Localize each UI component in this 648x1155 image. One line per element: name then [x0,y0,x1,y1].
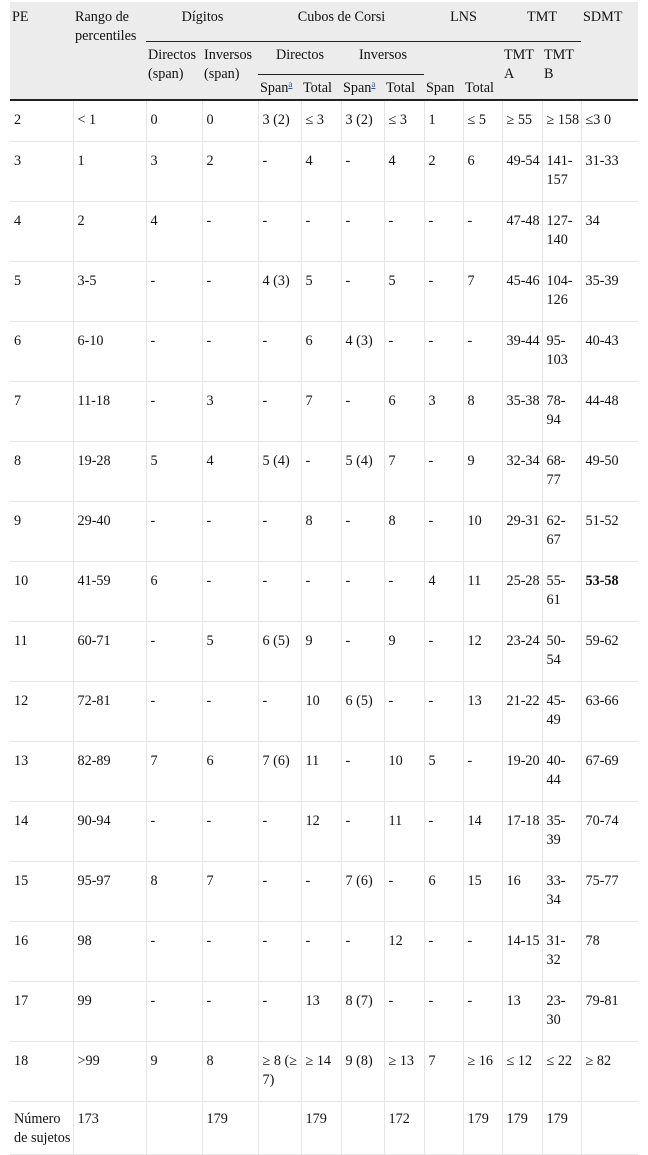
table-cell: 29-40 [73,502,146,562]
table-cell: 8 [301,502,341,562]
table-cell: 95-103 [542,322,581,382]
sample-size-cell: 172 [384,1102,424,1155]
table-cell: - [202,802,258,862]
header-corsi-inversos: Inversos [341,42,424,75]
table-cell: 141-157 [542,142,581,202]
table-cell: 10 [10,562,73,622]
table-cell: - [146,922,202,982]
table-cell: 4 [384,142,424,202]
table-cell: - [258,202,301,262]
table-cell: 16 [502,862,542,922]
table-cell: 4 [301,142,341,202]
table-cell: - [301,862,341,922]
table-cell: - [384,322,424,382]
table-cell: 13 [502,982,542,1042]
table-row [10,802,638,862]
table-cell: 14-15 [502,922,542,982]
table-cell: 6 [384,382,424,442]
table-cell: 6 (5) [258,622,301,682]
table-cell: 5 (4) [258,442,301,502]
table-cell: 7 [424,1042,463,1102]
table-cell: 4 (3) [341,322,384,382]
norms-table [10,2,638,1155]
table-cell: - [258,862,301,922]
table-cell: 10 [384,742,424,802]
table-cell: - [202,502,258,562]
table-cell: - [258,682,301,742]
table-row [10,202,638,262]
table-cell: 78-94 [542,382,581,442]
table-cell: 39-44 [502,322,542,382]
table-cell: - [301,202,341,262]
table-cell: - [424,622,463,682]
table-cell: 45-46 [502,262,542,322]
table-cell: 14 [10,802,73,862]
table-cell: - [146,802,202,862]
table-cell: - [384,982,424,1042]
table-cell: 51-52 [581,502,638,562]
table-cell: ≥ 13 [384,1042,424,1102]
table-cell: - [424,442,463,502]
table-cell: 4 [424,562,463,622]
table-cell: 11 [384,802,424,862]
table-cell: 2 [73,202,146,262]
table-row [10,322,638,382]
table-cell: 10 [463,502,502,562]
table-cell: - [202,262,258,322]
table-cell: 4 [146,202,202,262]
sample-size-cell: 179 [463,1102,502,1155]
table-cell: 90-94 [73,802,146,862]
table-cell: 7 [301,382,341,442]
table-cell: 6 [146,562,202,622]
table-row [10,142,638,202]
table-cell: 6 (5) [341,682,384,742]
table-cell: 33-34 [542,862,581,922]
header-pe: PE [10,2,73,100]
table-cell: - [384,682,424,742]
table-cell: 6 [202,742,258,802]
table-cell: 8 [146,862,202,922]
table-cell: 4 [10,202,73,262]
footnote-a-link[interactable]: a [288,79,293,89]
table-row [10,982,638,1042]
table-cell: 25-28 [502,562,542,622]
table-cell: 99 [73,982,146,1042]
table-cell: 104-126 [542,262,581,322]
table-cell: 70-74 [581,802,638,862]
table-cell: 8 (7) [341,982,384,1042]
table-cell: ≥ 16 [463,1042,502,1102]
table-cell: ≤ 5 [463,100,502,142]
table-cell: - [258,382,301,442]
table-cell: - [202,562,258,622]
table-row [10,100,638,142]
table-cell: - [202,922,258,982]
table-row [10,262,638,322]
table-cell: - [341,562,384,622]
header-corsi-directos: Directos [258,42,341,75]
table-cell: 7 [384,442,424,502]
table-cell: - [146,622,202,682]
table-cell: - [424,982,463,1042]
table-cell: 53-58 [581,562,638,622]
table-cell: - [258,142,301,202]
table-cell: - [424,322,463,382]
table-cell: - [384,202,424,262]
table-row [10,442,638,502]
table-cell: < 1 [73,100,146,142]
table-cell: - [463,742,502,802]
table-cell: 17-18 [502,802,542,862]
table-cell: 1 [424,100,463,142]
table-cell: 6 [301,322,341,382]
table-cell: 2 [10,100,73,142]
table-cell: 29-31 [502,502,542,562]
table-cell: 3 [10,142,73,202]
header-dig-directos: Directos (span) [146,42,202,101]
sample-size-cell: 179 [301,1102,341,1155]
header-lns-span: Span [424,75,463,101]
table-cell: - [301,562,341,622]
table-row [10,622,638,682]
table-row [10,382,638,442]
table-cell: 32-34 [502,442,542,502]
table-cell: 12 [463,622,502,682]
sample-size-cell [341,1102,384,1155]
table-row [10,682,638,742]
table-cell: - [341,382,384,442]
table-cell: 3 [424,382,463,442]
table-cell: ≤3 0 [581,100,638,142]
table-cell: 62-67 [542,502,581,562]
table-row [10,502,638,562]
table-cell: 35-39 [542,802,581,862]
table-cell: 14 [463,802,502,862]
table-cell: - [424,802,463,862]
table-cell: 45-49 [542,682,581,742]
header-lns-total: Total [463,75,502,101]
header-digitos: Dígitos [146,2,258,42]
table-cell: 8 [10,442,73,502]
table-cell: - [202,682,258,742]
table-cell: - [258,562,301,622]
table-cell: >99 [73,1042,146,1102]
sample-size-cell: 179 [202,1102,258,1155]
table-cell: 79-81 [581,982,638,1042]
table-cell: 8 [202,1042,258,1102]
table-cell: 3 (2) [341,100,384,142]
table-cell: 59-62 [581,622,638,682]
table-cell: - [341,802,384,862]
table-cell: 40-43 [581,322,638,382]
table-row [10,862,638,922]
table-cell: - [258,502,301,562]
table-cell: 17 [10,982,73,1042]
table-cell: 15 [463,862,502,922]
table-cell: 1 [73,142,146,202]
table-cell: 31-32 [542,922,581,982]
table-cell: - [424,682,463,742]
table-cell: ≥ 14 [301,1042,341,1102]
header-corsi: Cubos de Corsi [258,2,424,42]
table-cell: ≥ 55 [502,100,542,142]
table-cell: 95-97 [73,862,146,922]
table-row [10,1042,638,1102]
table-cell: 19-20 [502,742,542,802]
table-cell: 6 [424,862,463,922]
table-cell: 49-54 [502,142,542,202]
table-cell: 0 [202,100,258,142]
table-cell: 15 [10,862,73,922]
table-cell: - [341,202,384,262]
table-cell: 11 [10,622,73,682]
table-cell: 9 (8) [341,1042,384,1102]
header-corsi-inv-span: Span$^a$ [341,75,384,101]
table-cell: 5 (4) [341,442,384,502]
sample-size-cell [581,1102,638,1155]
table-cell: 16 [10,922,73,982]
sample-size-cell [146,1102,202,1155]
table-cell: 7 (6) [258,742,301,802]
table-cell: 12 [301,802,341,862]
table-cell: 5 [202,622,258,682]
table-cell: 8 [463,382,502,442]
table-cell: 11 [301,742,341,802]
table-cell: - [146,262,202,322]
table-cell: 6-10 [73,322,146,382]
table-cell: 9 [146,1042,202,1102]
table-cell: 12 [10,682,73,742]
header-dig-inversos: Inversos (span) [202,42,258,101]
table-cell: ≤ 3 [301,100,341,142]
table-cell: 31-33 [581,142,638,202]
table-cell: 5 [10,262,73,322]
table-cell: 7 [463,262,502,322]
table-cell: - [202,322,258,382]
table-cell: 67-69 [581,742,638,802]
table-cell: - [341,742,384,802]
table-cell: 9 [463,442,502,502]
table-cell: 68-77 [542,442,581,502]
table-cell: - [301,442,341,502]
header-corsi-inv-total: Total [384,75,424,101]
table-cell: 47-48 [502,202,542,262]
table-cell: 12 [384,922,424,982]
table-cell: 63-66 [581,682,638,742]
table-cell: - [146,502,202,562]
table-cell: ≤ 3 [384,100,424,142]
table-cell: - [258,922,301,982]
table-cell: 82-89 [73,742,146,802]
table-cell: - [384,862,424,922]
table-cell: 8 [384,502,424,562]
header-lns: LNS [424,2,502,42]
header-corsi-dir-span: Span$^a$ [258,75,301,101]
table-cell: 19-28 [73,442,146,502]
table-cell: 3 [202,382,258,442]
table-cell: - [146,982,202,1042]
table-cell: 5 [301,262,341,322]
header-corsi-dir-total: Total [301,75,341,101]
table-cell: - [258,982,301,1042]
table-cell: - [463,922,502,982]
table-cell: 41-59 [73,562,146,622]
table-cell: 2 [424,142,463,202]
table-cell: - [463,322,502,382]
table-cell: ≥ 8 (≥ 7) [258,1042,301,1102]
table-cell: 11 [463,562,502,622]
table-cell: - [463,202,502,262]
table-cell: 7 [202,862,258,922]
sample-size-cell: 173 [73,1102,146,1155]
table-cell: 3 (2) [258,100,301,142]
table-cell: - [341,922,384,982]
table-row [10,742,638,802]
sample-size-cell: 179 [542,1102,581,1155]
table-cell: - [341,502,384,562]
table-cell: 3 [146,142,202,202]
table-cell: 13 [10,742,73,802]
table-cell: - [146,322,202,382]
table-cell: 35-39 [581,262,638,322]
table-cell: 72-81 [73,682,146,742]
sample-size-cell [258,1102,301,1155]
table-cell: 7 [146,742,202,802]
header-tmt-b: TMT B [542,42,581,101]
table-cell: 23-30 [542,982,581,1042]
table-cell: - [424,502,463,562]
table-cell: 9 [301,622,341,682]
table-cell: 18 [10,1042,73,1102]
table-cell: 55-61 [542,562,581,622]
table-body [10,100,638,1155]
table-cell: 9 [384,622,424,682]
table-cell: 78 [581,922,638,982]
table-cell: - [384,562,424,622]
table-cell: 3-5 [73,262,146,322]
table-cell: 4 (3) [258,262,301,322]
table-cell: - [341,142,384,202]
sample-size-row [10,1102,638,1155]
sample-size-cell: Número de sujetos [10,1102,73,1155]
header-tmt: TMT [502,2,581,42]
sample-size-cell: 179 [502,1102,542,1155]
table-cell: ≥ 158 [542,100,581,142]
table-cell: - [258,802,301,862]
table-cell: 13 [301,982,341,1042]
table-cell: ≥ 82 [581,1042,638,1102]
table-cell: 5 [424,742,463,802]
table-cell: 13 [463,682,502,742]
table-cell: 6 [463,142,502,202]
table-cell: - [463,982,502,1042]
table-cell: 10 [301,682,341,742]
table-cell: 2 [202,142,258,202]
header-lns-spacer [424,42,502,75]
table-cell: 49-50 [581,442,638,502]
table-cell: - [424,262,463,322]
header-rango: Rango de percentiles [73,2,146,100]
table-cell: 21-22 [502,682,542,742]
footnote-a-link[interactable]: a [371,79,376,89]
table-cell: ≤ 12 [502,1042,542,1102]
table-cell: 5 [146,442,202,502]
table-cell: 75-77 [581,862,638,922]
table-cell: 34 [581,202,638,262]
table-cell: - [424,922,463,982]
sample-size-cell [424,1102,463,1155]
table-cell: 44-48 [581,382,638,442]
table-row [10,922,638,982]
table-cell: 40-44 [542,742,581,802]
table-cell: 35-38 [502,382,542,442]
table-cell: 50-54 [542,622,581,682]
header-tmt-a: TMT A [502,42,542,101]
table-cell: - [146,682,202,742]
table-cell: - [146,382,202,442]
table-row [10,562,638,622]
table-cell: - [202,982,258,1042]
table-cell: - [424,202,463,262]
table-cell: - [301,922,341,982]
table-cell: 0 [146,100,202,142]
table-cell: 7 [10,382,73,442]
table-cell: 4 [202,442,258,502]
header-sdmt: SDMT [581,2,638,100]
table-cell: - [202,202,258,262]
table-cell: - [258,322,301,382]
table-cell: - [341,622,384,682]
table-cell: ≤ 22 [542,1042,581,1102]
table-cell: 9 [10,502,73,562]
table-cell: 7 (6) [341,862,384,922]
table-cell: 127-140 [542,202,581,262]
table-cell: 98 [73,922,146,982]
table-cell: - [341,262,384,322]
table-cell: 23-24 [502,622,542,682]
table-cell: 11-18 [73,382,146,442]
table-cell: 5 [384,262,424,322]
table-cell: 60-71 [73,622,146,682]
table-cell: 6 [10,322,73,382]
